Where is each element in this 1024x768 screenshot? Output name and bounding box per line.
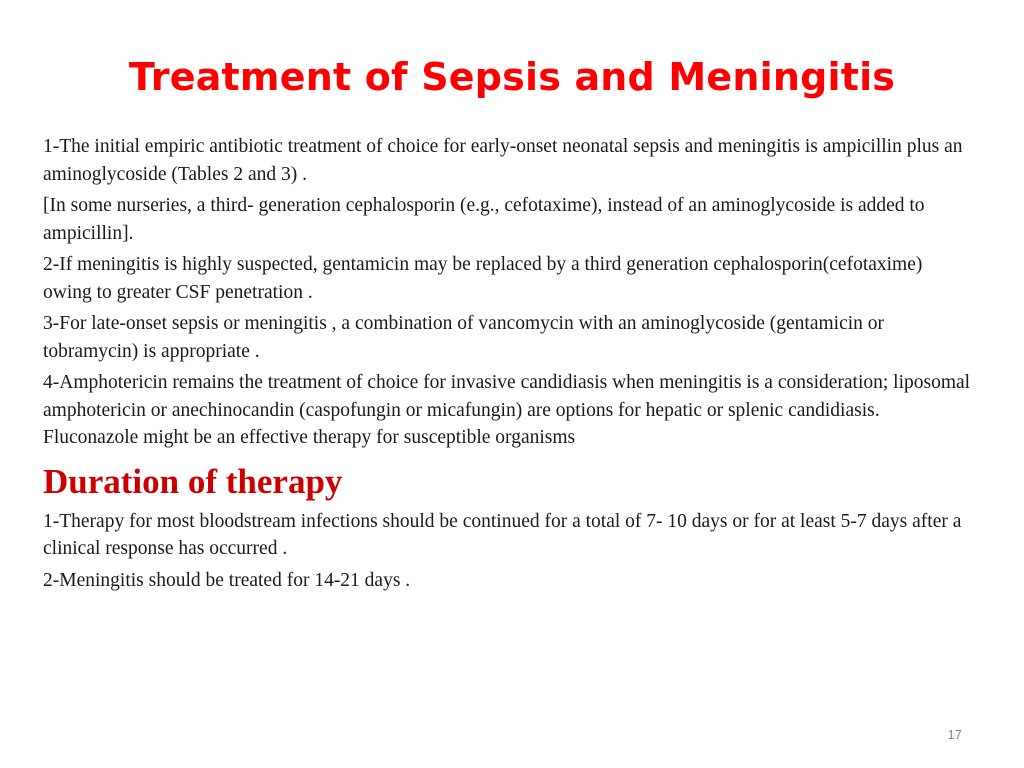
treatment-paragraph-2: 2-If meningitis is highly suspected, gentamicin may be replaced by a third generation cephalosporin(cefotaxime) owing to greater CSF penetration . [43,254,923,303]
treatment-paragraph-nurseries-note: [In some nurseries, a third- generation cephalosporin (e.g., cefotaxime), instead of an aminoglycoside is added to ampicillin]. [43,195,925,244]
duration-heading: Duration of therapy [43,461,343,501]
duration-paragraph-2: 2-Meningitis should be treated for 14-21 days . [43,569,411,591]
treatment-paragraph-1: 1-The initial empiric antibiotic treatment of choice for early-onset neonatal sepsis and meningitis is ampicillin plus an aminoglycoside (Tables 2 and 3) . [43,136,963,185]
slide-body [43,133,973,598]
page-number: 17 [947,727,962,742]
treatment-paragraph-4: 4-Amphotericin remains the treatment of choice for invasive candidiasis when meningitis is a consideration; liposomal amphotericin or anechinocandin (caspofungin or micafungin) are options for hepatic or splenic candidiasis. Fluconazole might be an effective therapy for susceptible organisms [43,372,971,448]
slide-title: Treatment of Sepsis and Meningitis [128,55,896,99]
duration-paragraph-1: 1-Therapy for most bloodstream infections should be continued for a total of 7- 10 days or for at least 5-7 days after a clinical response has occurred . [43,510,962,559]
treatment-paragraph-3: 3-For late-onset sepsis or meningitis , a combination of vancomycin with an aminoglycoside (gentamicin or tobramycin) is appropriate . [43,313,885,362]
